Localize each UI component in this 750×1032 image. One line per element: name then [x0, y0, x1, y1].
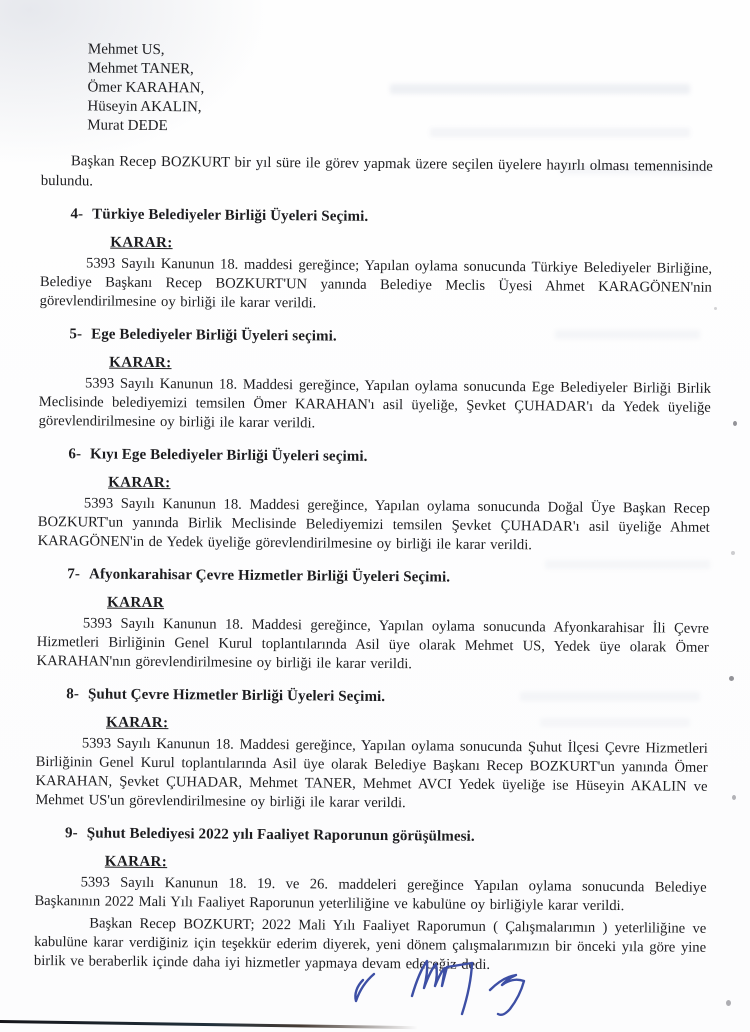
section-heading: [65, 825, 707, 848]
section-title: Ege Belediyeler Birliği Üyeleri seçimi.: [91, 326, 337, 345]
decision-text: 5393 Sayılı Kanunun 18. Maddesi gereğince, Yapılan oylama sonucunda Doğal Üye Başkan Recep BOZKURT'un yanında Birlik Meclisinde Belediyemizi temsilen Şevket ÇUHADAR'ı asil üyeliğe Ahmet KARAGÖNEN'in de Yedek üyeliğe görevlendirilmesine oy birliği ile karar verildi.: [37, 495, 711, 554]
section-title: Şuhut Belediyesi 2022 yılı Faaliyet Raporunun görüşülmesi.: [86, 825, 475, 845]
attendee-list: [87, 40, 714, 140]
karar-label: KARAR:: [105, 714, 169, 732]
decision-text: 5393 Sayılı Kanunun 18. 19. ve 26. maddeleri gereğince Yapılan oylama sonucunda Belediye Başkanının 2022 Mali Yılı Faaliyet Raporunun yeterliliğine ve kabulüne oy birliğiyle karar verildi.: [34, 874, 707, 915]
attendee-name: Hüseyin AKALIN,: [87, 98, 202, 116]
section-title: Kıyı Ege Belediyeler Birliği Üyeleri seçimi.: [90, 446, 368, 465]
section-number: 8-: [66, 686, 80, 703]
section-number: 7-: [67, 566, 81, 583]
section-title: Şuhut Çevre Hizmetler Birliği Üyeleri Seçimi.: [87, 686, 386, 706]
attendee-name: Mehmet TANER,: [87, 60, 194, 78]
agenda-section: [38, 446, 711, 557]
section-heading: [70, 206, 712, 229]
decision-text: 5393 Sayılı Kanunun 18. Maddesi gereğince, Yapılan oylama sonucunda Şuhut İlçesi Çevre Hizmetleri Birliğinin Genel Kurul toplantılarında Asil üye olarak Belediye Başkanı Recep BOZKURT'un yanında Ömer KARAHAN, Şevket ÇUHADAR, Mehmet TANER, Mehmet AVCI Yedek üyeliğe ise Hüseyin AKALIN ve Mehmet US'un görevlendirilmesine oy birliği ile karar verildi.: [35, 735, 708, 812]
section-heading: [69, 326, 711, 349]
agenda-section: [40, 206, 713, 317]
attendee-name: Ömer KARAHAN,: [87, 79, 205, 97]
section-heading: [66, 686, 708, 709]
section-title: Afyonkarahisar Çevre Hizmetler Birliği Üyeleri Seçimi.: [88, 566, 451, 586]
signature-stroke: [355, 974, 374, 1001]
decision-text: 5393 Sayılı Kanunun 18. maddesi gereğince; Yapılan oylama sonucunda Türkiye Belediyeler Birliğine, Belediye Başkanı Recep BOZKURT'UN yanında Belediye Meclis Üyesi Ahmet KARAGÖNEN'nin görevlendirilmesine oy birliği ile karar verildi.: [39, 255, 713, 312]
karar-label: KARAR:: [104, 853, 168, 871]
agenda-section: [35, 686, 708, 816]
agenda-section: [39, 326, 712, 437]
section-heading: [67, 566, 709, 589]
attendee-name: Murat DEDE: [87, 117, 168, 135]
section-title: Türkiye Belediyeler Birliği Üyeleri Seçimi.: [92, 206, 369, 225]
section-number: 4-: [70, 206, 84, 223]
section-number: 6-: [68, 446, 82, 463]
agenda-section: [36, 566, 709, 677]
section-number: 9-: [65, 825, 78, 842]
attendee-name: Mehmet US,: [87, 41, 165, 59]
section-number: 5-: [69, 326, 83, 343]
signature-marks: [330, 948, 570, 1030]
scan-speck: [733, 421, 737, 426]
karar-label: KARAR:: [109, 354, 172, 372]
signature-stroke: [490, 975, 524, 1015]
intro-paragraph: Başkan Recep BOZKURT bir yıl süre ile görev yapmak üzere seçilen üyelere hayırlı olması temennisinde bulundu.: [40, 153, 713, 190]
decision-text-2: Başkan Recep BOZKURT; 2022 Mali Yılı Faaliyet Raporumun ( Çalışmalarımın ) yeterliliğine ve kabulüne karar verdiğiniz için teşekkür ederim diyerek, yeni dönem çalışmalarımızın bir önceki yıla göre yine birlik ve beraberlik içinde daha iyi hizmetler yapmaya devam edeceğiz dedi.: [33, 915, 707, 973]
decision-text: 5393 Sayılı Kanunun 18. Maddesi gereğince, Yapılan oylama sonucunda Afyonkarahisar İli Çevre Hizmetleri Birliğinin Genel Kurul toplantılarında Asil üye olarak Mehmet US, Yedek üye olarak Ömer KARAHAN'nın görevlendirilmesine oy birliği ile karar verildi.: [36, 615, 709, 673]
scan-speck: [732, 795, 736, 800]
scan-speck: [729, 676, 734, 681]
karar-label: KARAR:: [108, 474, 171, 492]
karar-label: KARAR: [107, 594, 165, 612]
decision-sections: [34, 206, 713, 977]
decision-text: 5393 Sayılı Kanunun 18. Maddesi gereğince, Yapılan oylama sonucunda Ege Belediyeler Birliği Birlik Meclisinde belediyemizi temsilen Ömer KARAHAN'ı asil üyeliğe, Şevket ÇUHADAR'ı da Yedek üyeliğe görevlendirilmesine oy birliği ile karar verildi.: [38, 375, 712, 432]
scan-speck: [731, 551, 735, 555]
scan-speck: [726, 1000, 731, 1006]
karar-label: KARAR:: [110, 234, 173, 252]
signature-stroke: [412, 961, 472, 1014]
section-heading: [68, 446, 710, 469]
document-content: [34, 40, 714, 977]
scan-speck: [714, 307, 717, 310]
